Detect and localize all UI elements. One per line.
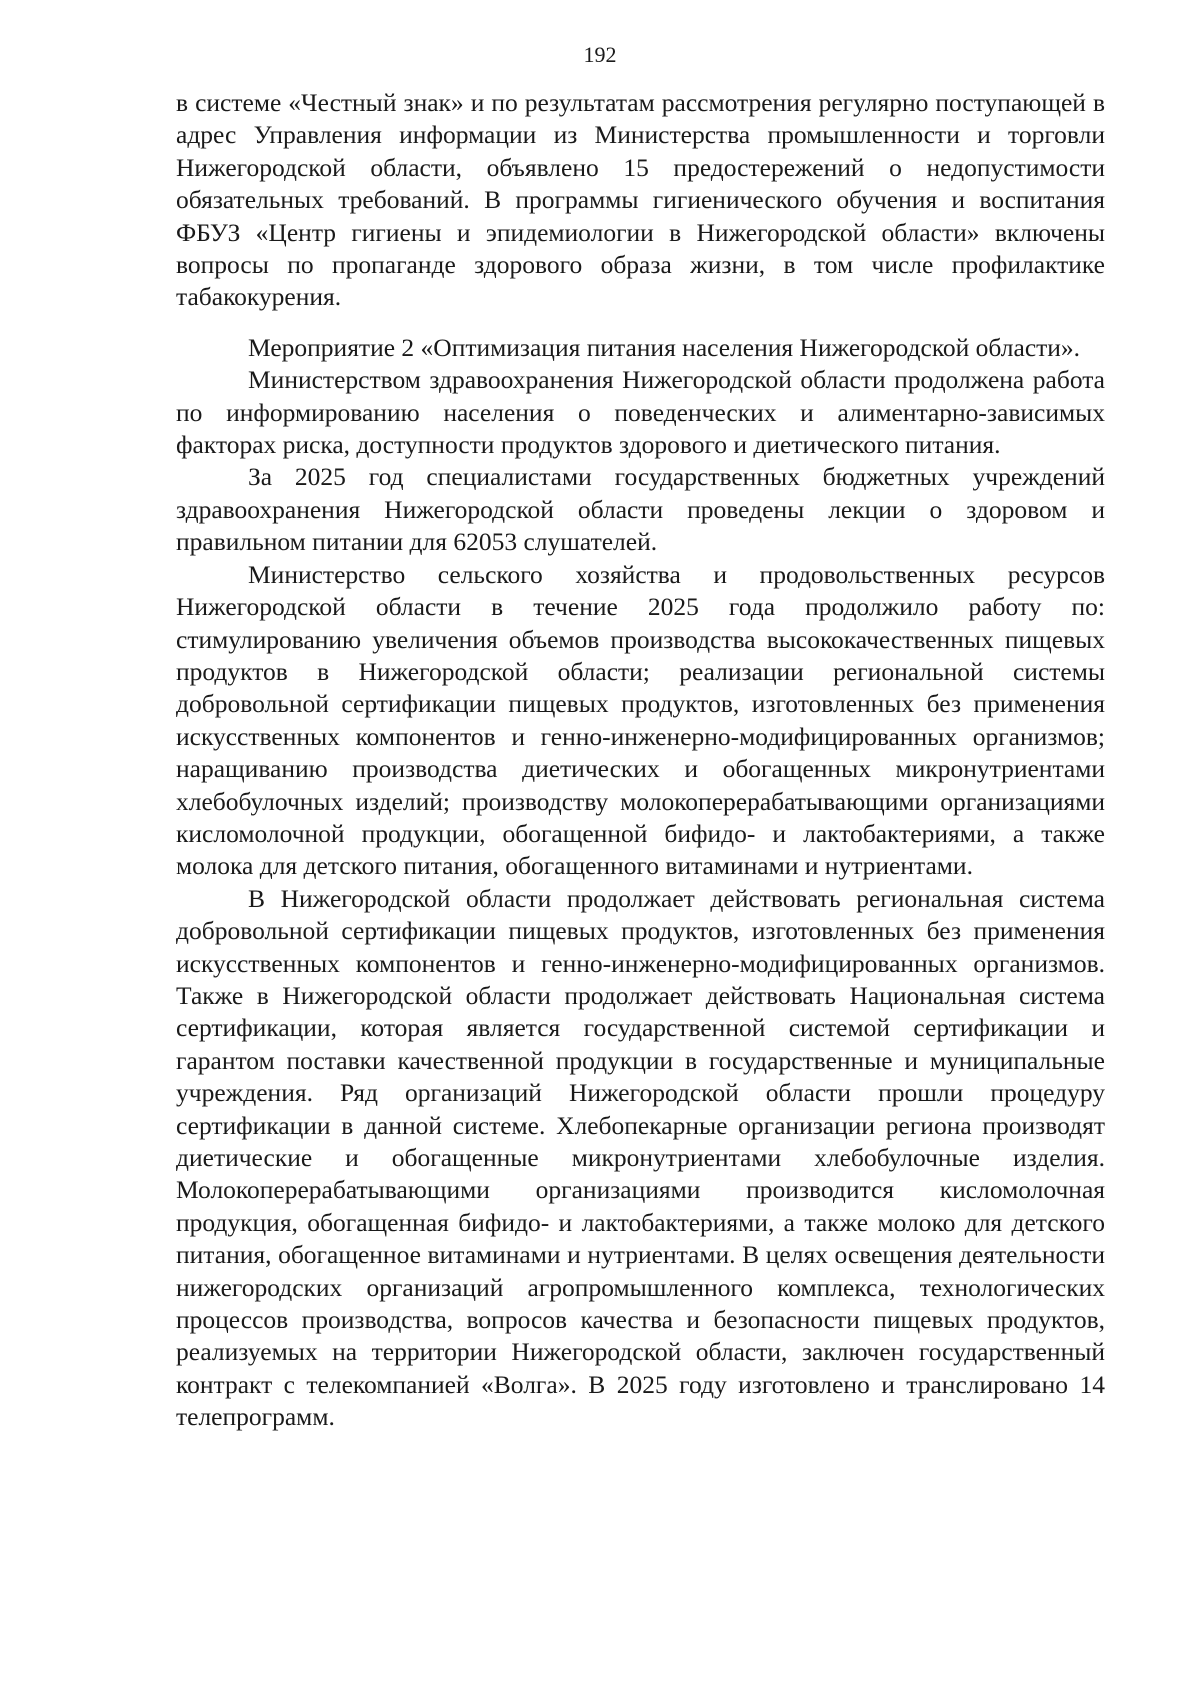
paragraph-agriculture-ministry: Министерство сельского хозяйства и продовольственных ресурсов Нижегородской области в течение 2025 года продолжило работу по: стимулированию увеличения объемов производства высококачественных пищевых продуктов в Нижегородской области; реализации региональной системы добровольной сертификации пищевых продуктов, изготовленных без применения искусственных компонентов и генно-инженерно-модифицированных организмов; наращиванию производства диетических и обогащенных микронутриентами хлебобулочных изделий; производству молокоперерабатывающими организациями кисломолочной продукции, обогащенной бифидо- и лактобактериями, а также молока для детского питания, обогащенного витаминами и нутриентами. xyxy=(176,559,1105,881)
paragraph-measure-2-heading: Мероприятие 2 «Оптимизация питания населения Нижегородской области». xyxy=(248,332,1081,362)
paragraph-health-ministry: Министерством здравоохранения Нижегородской области продолжена работа по информированию населения о поведенческих и алиментарно-зависимых факторах риска, доступности продуктов здорового и диетического питания. xyxy=(176,365,1105,460)
paragraph-lectures: За 2025 год специалистами государственных бюджетных учреждений здравоохранения Нижегородской области проведены лекции о здоровом и правильном питании для 62053 слушателей. xyxy=(176,462,1105,557)
paragraph-certification-system: В Нижегородской области продолжает действовать региональная система добровольной сертификации пищевых продуктов, изготовленных без применения искусственных компонентов и генно-инженерно-модифицированных организмов. Также в Нижегородской области продолжает действовать Национальная система сертификации, которая является государственной системой сертификации и гарантом поставки качественной продукции в государственные и муниципальные учреждения. Ряд организаций Нижегородской области прошли процедуру сертификации в данной системе. Хлебопекарные организации региона производят диетические и обогащенные микронутриентами хлебобулочные изделия. Молокоперерабатывающими организациями производится кисломолочная продукция, обогащенная бифидо- и лактобактериями, а также молоко для детского питания, обогащенное витаминами и нутриентами. В целях освещения деятельности нижегородских организаций агропромышленного комплекса, технологических процессов производства, вопросов качества и безопасности пищевых продуктов, реализуемых на территории Нижегородской области, заключен государственный контракт с телекомпанией «Волга». В 2025 году изготовлено и транслировано 14 телепрограмм. xyxy=(176,883,1105,1432)
document-body xyxy=(176,87,1105,1434)
paragraph-continuation: в системе «Честный знак» и по результатам рассмотрения регулярно поступающей в адрес Управления информации из Министерства промышленности и торговли Нижегородской области, объявлено 15 предостережений о недопустимости обязательных требований. В программы гигиенического обучения и воспитания ФБУЗ «Центр гигиены и эпидемиологии в Нижегородской области» включены вопросы по пропаганде здорового образа жизни, в том числе профилактике табакокурения. xyxy=(176,88,1105,312)
page-number: 192 xyxy=(583,42,617,67)
